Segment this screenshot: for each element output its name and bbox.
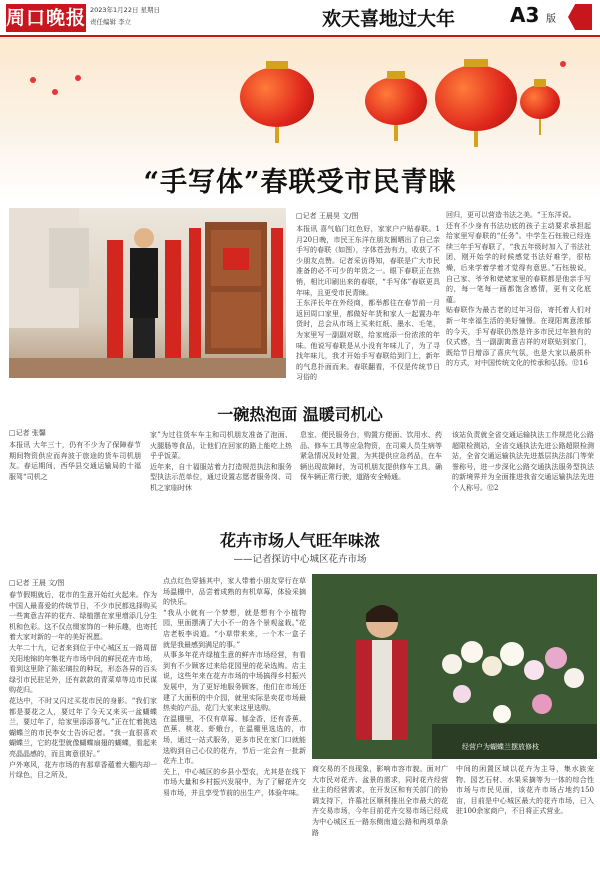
flower-vendor-photo	[312, 574, 597, 759]
calligrapher-illustration	[9, 208, 286, 378]
plum-blossom-icon	[52, 89, 58, 95]
masthead-logo: 周口晚报	[6, 4, 86, 32]
article2-column-4: 该站负责就全省交通运输执法工作规范化公路超限检测站，全省交通执法先进公路超限检测站，全省交通运输执法先进基层执法部门等荣誉称号，进一步深化公路交通执法服务型执法的新境界并为全面推进我省交通运输执法先进个人称号。⑫2	[452, 431, 594, 492]
article3-column-4: 中间的闲置区域以花卉为主导，集水族宠物、园艺石材、水果采摘等为一体的综合性市场与市民见面，该花卉市场占地约150亩，目前是中心城区最大的花卉市场，已入驻100余家商户，不日将正式营业。	[456, 765, 594, 816]
article3-byline: □记者 王晨 文/图	[9, 579, 65, 587]
article3-column-2: 点点红色穿插其中，家人带着小朋友穿行在草场温棚中，品尝着成熟的有机草莓，体验采摘的快乐。 “我从小就有一个梦想，就是想有个小植物园，里面摆满了大小不一的各个景观盆栽。”花店老板李说道。“小草带来来，一个木一盒子就是我最感到满足的事。” 从事多年花卉绿植生意的鲜卉市场经营，有看到有不少顾客过来给花园里的花朵选购。店主说，这些年来在花卉市场的中场搞得乡村振兴发展中，为了更好地服务顾客，他们在市场还建了大面积的中介园，就里实际是卖花市场最热卖的产品，花门大家来这里选购。 在温棚里，不仅有草莓、郁金香，还有香蕉、芭蕉、桃花、虾蛾台，在温棚里选选的，市场，通过一站式服务，更多市民在家门口就能选购到自己心仪的花卉，节后一定会有一批新花卉上市。 关上，中心城区的乡县小型农，尤其是在线下市场大量和乡村振兴发展中，为了了解花卉交易市场，并且享受节前的出生产，体验年味。	[163, 577, 306, 797]
editor-credit: 责任编辑 李立	[90, 18, 132, 26]
article3-headline: 花卉市场人气旺年味浓	[219, 531, 380, 550]
article2-byline: □记者 张馨	[9, 429, 46, 437]
plum-blossom-icon	[560, 61, 566, 67]
lantern-decoration-left	[240, 67, 314, 127]
article1-headline: “手写体”春联受市民青睐	[143, 167, 457, 198]
article3-column-1: 春节假期就后，花市的生意开始红火起来。作为中国人最喜爱的传统节日，不少市民都选择购买一些寓意吉祥的花卉、绿植摆在家里增添几分生机和色彩。这不仅点缀家饰的一种乐趣，也寄托着大家对新的一年的美好祝愿。 大年二十九，记者来到位于中心城区五一路周留关阳地锦的年集花卉市场中间的鲜民花卉市场，看到这里除了陈宏璃拉的种玩，形态各异的百头绿引市民驻足外，还有款款的青菜草等边市民谋购花归。 花达中，不时又闪过买花市民的身影。“我们家都是要花之人，要过年了今天又来买一盆蝴蝶兰，要过年了，给家里添添喜气。”正在忙着挑选蝴蝶兰的市民李女士告诉记者。“我一直很喜欢蝴蝶兰，它的花型就像蝴蝶扇翅的蝴蝶，看起来亮晶晶感的，而且寓意很好。” 户外寒风，花卉市场的有那草香蕴着大棚内却一片绿色，目之所及，	[9, 591, 157, 780]
article3-column-3: 商交易的不良现象，影响市容市貌。面对广大市民对花卉、盆景的需求，同时花卉经营业主的经营需求，在开发区和有关部门的协调支持下，许慕社区顺利推出全市最大的花卉交易市场，今年目前花卉交易市场已经成为中心城区五一路东侧南道公路和两项单条路	[312, 765, 448, 837]
lantern-decoration-right	[435, 65, 517, 131]
page-number: A3	[510, 3, 540, 27]
lantern-decoration-center	[365, 77, 427, 125]
article2-column-1: 本报讯 大年三十，仍有不少为了保障春节期间物资供应而奔波于旅途的货车司机朋友。春运期间，西华县交通运输局的十福服驾“司机之	[9, 441, 141, 481]
page-suffix: 版	[546, 14, 556, 25]
article3-subheadline: ——记者探访中心城区花卉市场	[233, 554, 367, 565]
article2-column-2: 家”为过往货车车主和司机朋友准备了泡面、火腿肠等食品，让他们在回家的路上能吃上热乎乎饭菜。 近年来，自十福服站着力打造规范执法和服务型执法示范单位，通过设置志愿者服务岗、司机之家临时休	[150, 431, 292, 492]
calligrapher-photo	[9, 208, 286, 378]
photo-caption: 经营户为蝴蝶兰摆放修枝	[462, 743, 539, 751]
article2-column-3: 息室、便民服务台，购置方便面、饮用水、药品、修车工具等应急物资，在司乘人员生病等紧急情况及时处置，为其提供应急药品，在车辆出现故障时，为司机朋友提供修车工具，确保车辆正常行驶，道路安全畅通。	[300, 431, 442, 482]
article1-column-1: 本报讯 喜气临门红色好，家家户户贴春联。1月20日晚，市民王东洋在朋友圈晒出了自己亲手写的春联（如图），字体苍劲有力，收获了不少朋友点赞。记者采访得知，春联是广大市民准备的必不可少的年货之一。眼下春联正在热销，相比印刷出来的春联，“手写体”春联更具年味，且更受市民青睐。 王东洋长年在外经商，都举都往在春节前一月返回周口家里，都做好年货和家人一起置办年货时，总会从市场上买来红纸、墨水、毛笔，为家里写一副副对联，给家庭添一份浓浓的年味。他说写春联是从小没有年味儿了，为了寻找年味儿，我才开始手写春联给到门上，新年的气息扑面而来。春联翻看，不仅是传统节日习俗的	[296, 225, 440, 382]
plum-blossom-icon	[30, 77, 36, 83]
page-tab-marker	[568, 4, 592, 30]
plum-blossom-icon	[75, 75, 81, 81]
issue-date: 2023年1月22日 星期日	[90, 6, 161, 14]
article1-column-2: 回归，更可以营造书法之美。“王东洋说。 还有不少身有书法功底的孩子主动要求承担起给家里写春联的“任务”。中学生石钰骏已经连续三年手写春联了，“我五年级时加入了书法社团，刚开始学的时候感觉书法好难学，很枯燥，后来学着学着才觉得有意思。”石钰骏说，自己家、爷爷和姥姥家里的春联都是他亲手写的，每一笔每一画都饱含感情，更有文化底蕴。 贴春联作为最古老的过年习俗，寄托着人们对新一年幸福生活的美好憧憬。在现阳寓意浓郁的今天，手写春联仍然是许多市民过年独有的仪式感，当一副副寓意吉祥的对联贴到家门，既给节日增添了喜庆气氛，也是大家以最质朴的方式，对中国传统文化的传承和弘扬。⑫16	[446, 211, 591, 368]
article1-byline: □记者 王晨昊 文/图	[296, 212, 359, 220]
section-title: 欢天喜地过大年	[322, 8, 456, 30]
orchid-vendor-illustration	[312, 574, 597, 759]
article2-headline: 一碗热泡面 温暖司机心	[217, 405, 383, 424]
lantern-decoration-small	[520, 85, 560, 119]
